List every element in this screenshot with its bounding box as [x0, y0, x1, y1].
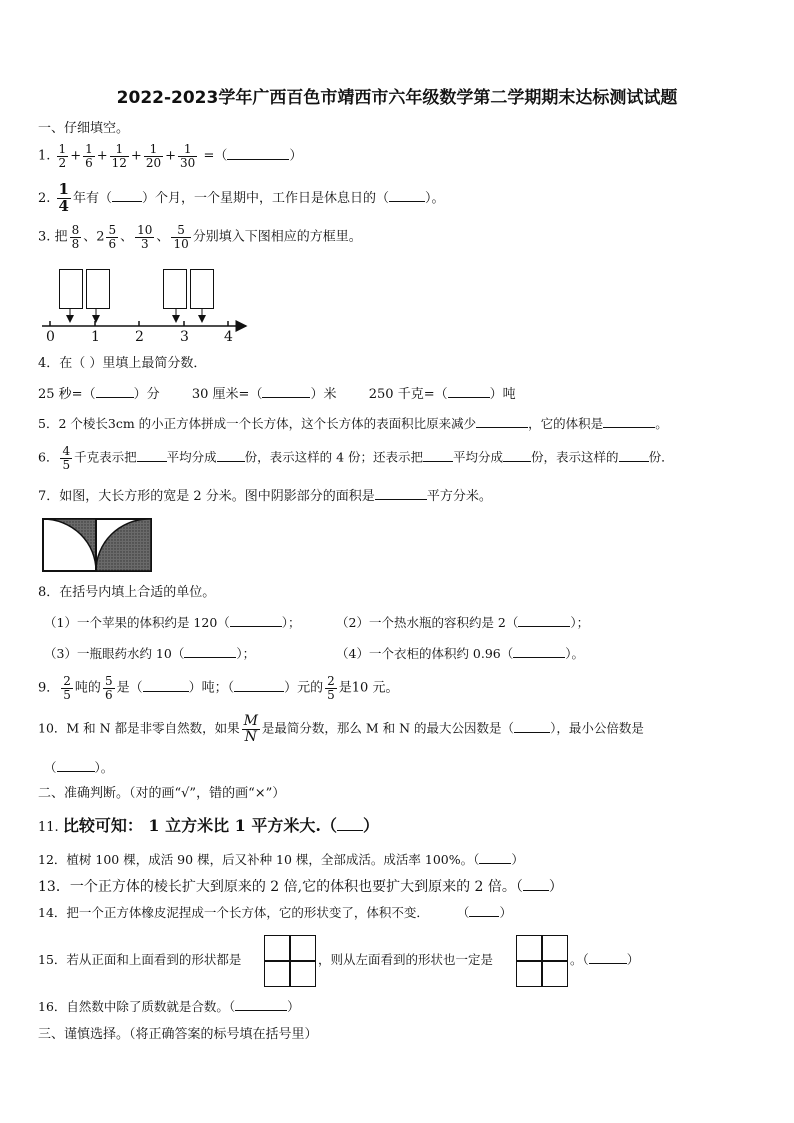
question-6: 6． $\frac{4}{5}$ 千克表示把 平均分成 份，表示这样的 4 份；还表示把 平均分成 份，表示这样的 份．: [38, 444, 674, 472]
answer-blank[interactable]: [469, 916, 499, 917]
fraction: $\frac{1}{4}$: [58, 180, 69, 215]
answer-blank[interactable]: [112, 201, 142, 202]
question-1: 1. $\frac{1}{2}$ + $\frac{1}{6}$ + $\frac{1}{12}$ + $\frac{1}{20}$ + $\frac{1}{30}$ =（ ）: [38, 142, 303, 170]
question-8-item-1: （1）一个苹果的体积约是 120（ ）；: [44, 615, 301, 630]
question-2: 2. $\frac{1}{4}$ 年有（ ）个月，一个星期中，工作日是休息日的（ ）。: [38, 180, 445, 215]
question-8-item-4: （4）一个衣柜的体积约 0.96（ ）。: [336, 646, 585, 661]
section-heading-2: 二、准确判断。（对的画“√”，错的画“×”）: [38, 786, 286, 801]
answer-blank[interactable]: [262, 397, 310, 398]
answer-blank[interactable]: [337, 830, 363, 831]
answer-blank[interactable]: [603, 427, 655, 428]
fraction: $\frac{4}{5}$: [62, 444, 71, 472]
square-grid-figure: [264, 935, 316, 987]
fraction: $\frac{5}{10}$: [173, 223, 189, 251]
question-8-item-3: （3）一瓶眼药水约 10（ ）；: [44, 646, 256, 661]
axis-label: 4: [224, 329, 233, 345]
page-title: 2022-2023学年广西百色市靖西市六年级数学第二学期期末达标测试试题: [116, 88, 678, 108]
question-13: 13．一个正方体的棱长扩大到原来的 2 倍,它的体积也要扩大到原来的 2 倍。（ ）: [38, 879, 563, 895]
axis-label: 2: [135, 329, 144, 345]
answer-blank[interactable]: [523, 890, 549, 891]
axis-label: 3: [180, 329, 189, 345]
question-10-line-2: （ ）。: [44, 760, 114, 775]
section-heading-3: 三、谨慎选择。（将正确答案的标号填在括号里）: [38, 1027, 318, 1042]
answer-blank[interactable]: [235, 1010, 287, 1011]
answer-blank[interactable]: [619, 461, 649, 462]
answer-blank[interactable]: [476, 427, 528, 428]
fraction: $\frac{1}{30}$: [180, 142, 196, 170]
fraction: $\frac{5}{6}$: [104, 674, 113, 702]
question-8-item-2: （2）一个热水瓶的容积约是 2（ ）；: [336, 615, 590, 630]
answer-blank[interactable]: [230, 626, 282, 627]
question-15-text-3: 。（ ）: [570, 952, 640, 967]
answer-blank[interactable]: [184, 657, 236, 658]
answer-blank[interactable]: [234, 691, 284, 692]
fraction: $\frac{2}{5}$: [63, 674, 71, 702]
question-8: 8．在括号内填上合适的单位。: [38, 585, 216, 600]
answer-blank[interactable]: [513, 657, 565, 658]
question-12: 12．植树 100 棵，成活 90 棵，后又补种 10 棵，全部成活。成活率 100%。（ ）: [38, 852, 524, 867]
fraction: $\frac{M}{N}$: [243, 713, 258, 745]
fraction: $\frac{1}{12}$: [111, 142, 127, 170]
answer-blank[interactable]: [227, 159, 289, 160]
question-4: 4．在（ ）里填上最简分数．: [38, 356, 207, 371]
fraction: $\frac{1}{6}$: [85, 142, 93, 170]
fraction: $\frac{5}{6}$: [108, 223, 117, 251]
answer-blank[interactable]: [503, 461, 531, 462]
fraction: $\frac{2}{5}$: [327, 674, 335, 702]
section-heading-1: 一、仔细填空。: [38, 121, 130, 136]
axis-label: 0: [46, 329, 55, 345]
number-line: [36, 300, 256, 350]
question-11: 11. 比较可知： 1 立方米比 1 平方米大.（ ）: [38, 816, 379, 835]
question-10: 10．M 和 N 都是非零自然数，如果 $\frac{M}{N}$ 是最简分数，那么 M 和 N 的最大公因数是（ ），最小公倍数是: [38, 713, 644, 745]
fraction: $\frac{10}{3}$: [137, 223, 153, 251]
answer-blank[interactable]: [57, 771, 95, 772]
shaded-rectangle-figure: [42, 518, 152, 572]
axis-label: 1: [91, 329, 100, 345]
answer-blank[interactable]: [96, 397, 134, 398]
fraction: $\frac{1}{20}$: [145, 142, 162, 170]
question-16: 16．自然数中除了质数就是合数。（ ）: [38, 999, 300, 1014]
question-15-text-1: 15．若从正面和上面看到的形状都是: [38, 952, 242, 967]
fraction: $\frac{1}{2}$: [58, 142, 67, 170]
answer-blank[interactable]: [479, 863, 511, 864]
question-number: 1.: [38, 148, 51, 164]
question-15-text-2: ，则从左面看到的形状也一定是: [318, 952, 494, 967]
question-3: 3. 把 $\frac{8}{8}$ 、2 $\frac{5}{6}$ 、 $\frac{10}{3}$ 、 $\frac{5}{10}$ 分别填入下图相应的方框里。: [38, 223, 362, 251]
question-9: 9． $\frac{2}{5}$ 吨的 $\frac{5}{6}$ 是（ ）吨；（ ）元的 $\frac{2}{5}$ 是10 元。: [38, 674, 399, 702]
question-14: 14．把一个正方体橡皮泥捏成一个长方体，它的形状变了，体积不变． （ ）: [38, 905, 512, 920]
fraction: $\frac{8}{8}$: [71, 223, 80, 251]
answer-blank[interactable]: [518, 626, 570, 627]
answer-blank[interactable]: [143, 691, 189, 692]
question-5: 5．2 个棱长3cm 的小正方体拼成一个长方体，这个长方体的表面积比原来减少 ，它的体积是 。: [38, 416, 668, 431]
answer-blank[interactable]: [589, 963, 627, 964]
question-4-line: 25 秒=（ ）分 30 厘米=（ ）米 250 千克=（ ）吨: [38, 387, 516, 402]
answer-blank[interactable]: [448, 397, 490, 398]
square-grid-figure: [516, 935, 568, 987]
answer-blank[interactable]: [137, 461, 167, 462]
answer-blank[interactable]: [217, 461, 245, 462]
answer-blank[interactable]: [423, 461, 453, 462]
answer-blank[interactable]: [389, 201, 425, 202]
question-7: 7．如图，大长方形的宽是 2 分米。图中阴影部分的面积是 平方分米。: [38, 489, 492, 504]
answer-blank[interactable]: [375, 499, 427, 500]
answer-blank[interactable]: [514, 732, 550, 733]
